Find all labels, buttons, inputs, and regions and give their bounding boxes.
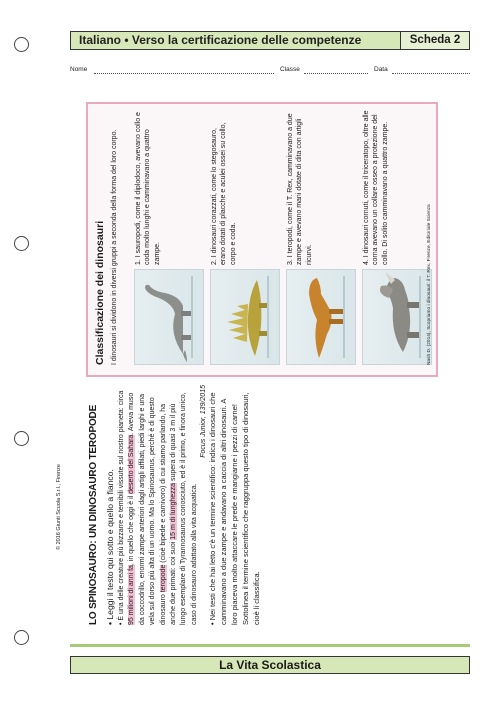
- classe-label: Classe: [280, 66, 300, 73]
- classification-subtitle: I dinosauri si dividono in diversi gruppi a seconda della forma del loro corpo.: [111, 129, 118, 365]
- stegosaur-text: 2. I dinosauri corazzati, come lo stegosauro, erano dotati di placche e aculei ossei su collo, corpo e coda.: [211, 122, 237, 265]
- footer-bar: [70, 656, 470, 674]
- passage-text: • È una delle creature più bizzarre e temibili vissute sul nostro pianeta: circa 95 milioni di anni fa, in quello che oggi è il deserto del Sahara. Aveva muso da coccodrillo, enormi zampe anteriori dagli artigli affilati, piedi larghi e una vela sul dorso più alta di un uomo. Ma lo Spinosaurus, perché è di questo dinosauro teropode (cioè bipede e carnivoro) di cui stiamo parlando, ha anche due primati: coi suoi 15 m di lunghezza supera di quasi 3 m il più lungo esemplare di Tyrannosaurus conosciuto, ed è il primo, e finora unico, caso di dinosauro adattato alla vita acquatica.: [118, 390, 198, 625]
- header-bar: [70, 31, 470, 50]
- image-credit: Nash D. (2014), Scopriamo i dinosauri: il T. Rex, Firenze, Editoriale Scienza: [427, 204, 432, 365]
- binder-hole: [14, 37, 29, 52]
- header-title: Italiano • Verso la certificazione delle competenze: [79, 33, 362, 47]
- data-label: Data: [374, 66, 388, 73]
- highlight-term: teropode: [159, 564, 167, 593]
- main-title: LO SPINOSAURO: UN DINOSAURO TEROPODE: [88, 404, 99, 625]
- source-citation: Focus Junior, 139/2015: [200, 385, 208, 458]
- binder-hole: [14, 630, 29, 645]
- nome-label: Nome: [70, 66, 88, 73]
- data-line[interactable]: [392, 73, 470, 74]
- highlight-date: 95 milioni di anni fa: [128, 565, 136, 625]
- copyright: © 2016 Giunti Scuola S.r.l., Firenze: [56, 464, 62, 550]
- nome-line[interactable]: [94, 73, 274, 74]
- dino-item-theropod: [286, 110, 358, 365]
- instruction-2: • Nei testi che hai letto c'è un termine scientifico: indica i dinosauri che camminavano a due zampe e andavano a caccia di altri dinosauri. A loro piaceva molto attaccare le prede e mangiarne i pezzi di carne! Sottolinea il termine scientifico che raggruppa questo tipo di dinosauri, cioè li classifica.: [208, 392, 262, 625]
- dino-item-sauropod: [134, 110, 206, 365]
- footer-title: La Vita Scolastica: [219, 658, 321, 672]
- left-column: [88, 385, 262, 625]
- trex-illustration: [286, 269, 356, 365]
- bullet-icon: •: [118, 620, 125, 625]
- classe-line[interactable]: [304, 73, 368, 74]
- stegosaur-illustration: [210, 269, 280, 365]
- scheda-label: Scheda 2: [400, 31, 470, 50]
- dino-item-stegosaur: [210, 110, 282, 365]
- classification-box: [86, 102, 438, 377]
- ceratopsian-text: 4. I dinosauri cornuti, come il triceratopo, oltre alle corna avevano un collare osseo a protezione del collo. Di solito camminavano a quattro zampe.: [363, 110, 389, 265]
- highlight-place: deserto del Sahara: [128, 434, 136, 494]
- instruction-1: • Leggi il testo qui sotto e quello a fianco.: [105, 469, 115, 625]
- student-fields: [70, 66, 470, 80]
- bullet-icon: •: [208, 620, 218, 625]
- sauropod-illustration: [134, 269, 204, 365]
- triceratops-illustration: [362, 269, 432, 365]
- theropod-text: 3. I teropodi, come il T. Rex, camminavano a due zampe e avevano mani dotate di dita con artigli ricurvi.: [287, 113, 313, 265]
- bullet-icon: •: [105, 619, 115, 625]
- binder-hole: [14, 431, 29, 446]
- worksheet-body: [80, 95, 450, 625]
- dino-item-ceratopsian: [362, 110, 434, 365]
- footer-rule: [70, 644, 470, 647]
- binder-hole: [14, 236, 29, 251]
- highlight-length: 15 m di lunghezza: [170, 482, 178, 540]
- sauropod-text: 1. I sauropodi, come il diplodoco, avevano collo e coda molto lunghi e camminavano a quattro zampe.: [135, 112, 161, 265]
- classification-title: Classificazione dei dinosauri: [94, 220, 106, 365]
